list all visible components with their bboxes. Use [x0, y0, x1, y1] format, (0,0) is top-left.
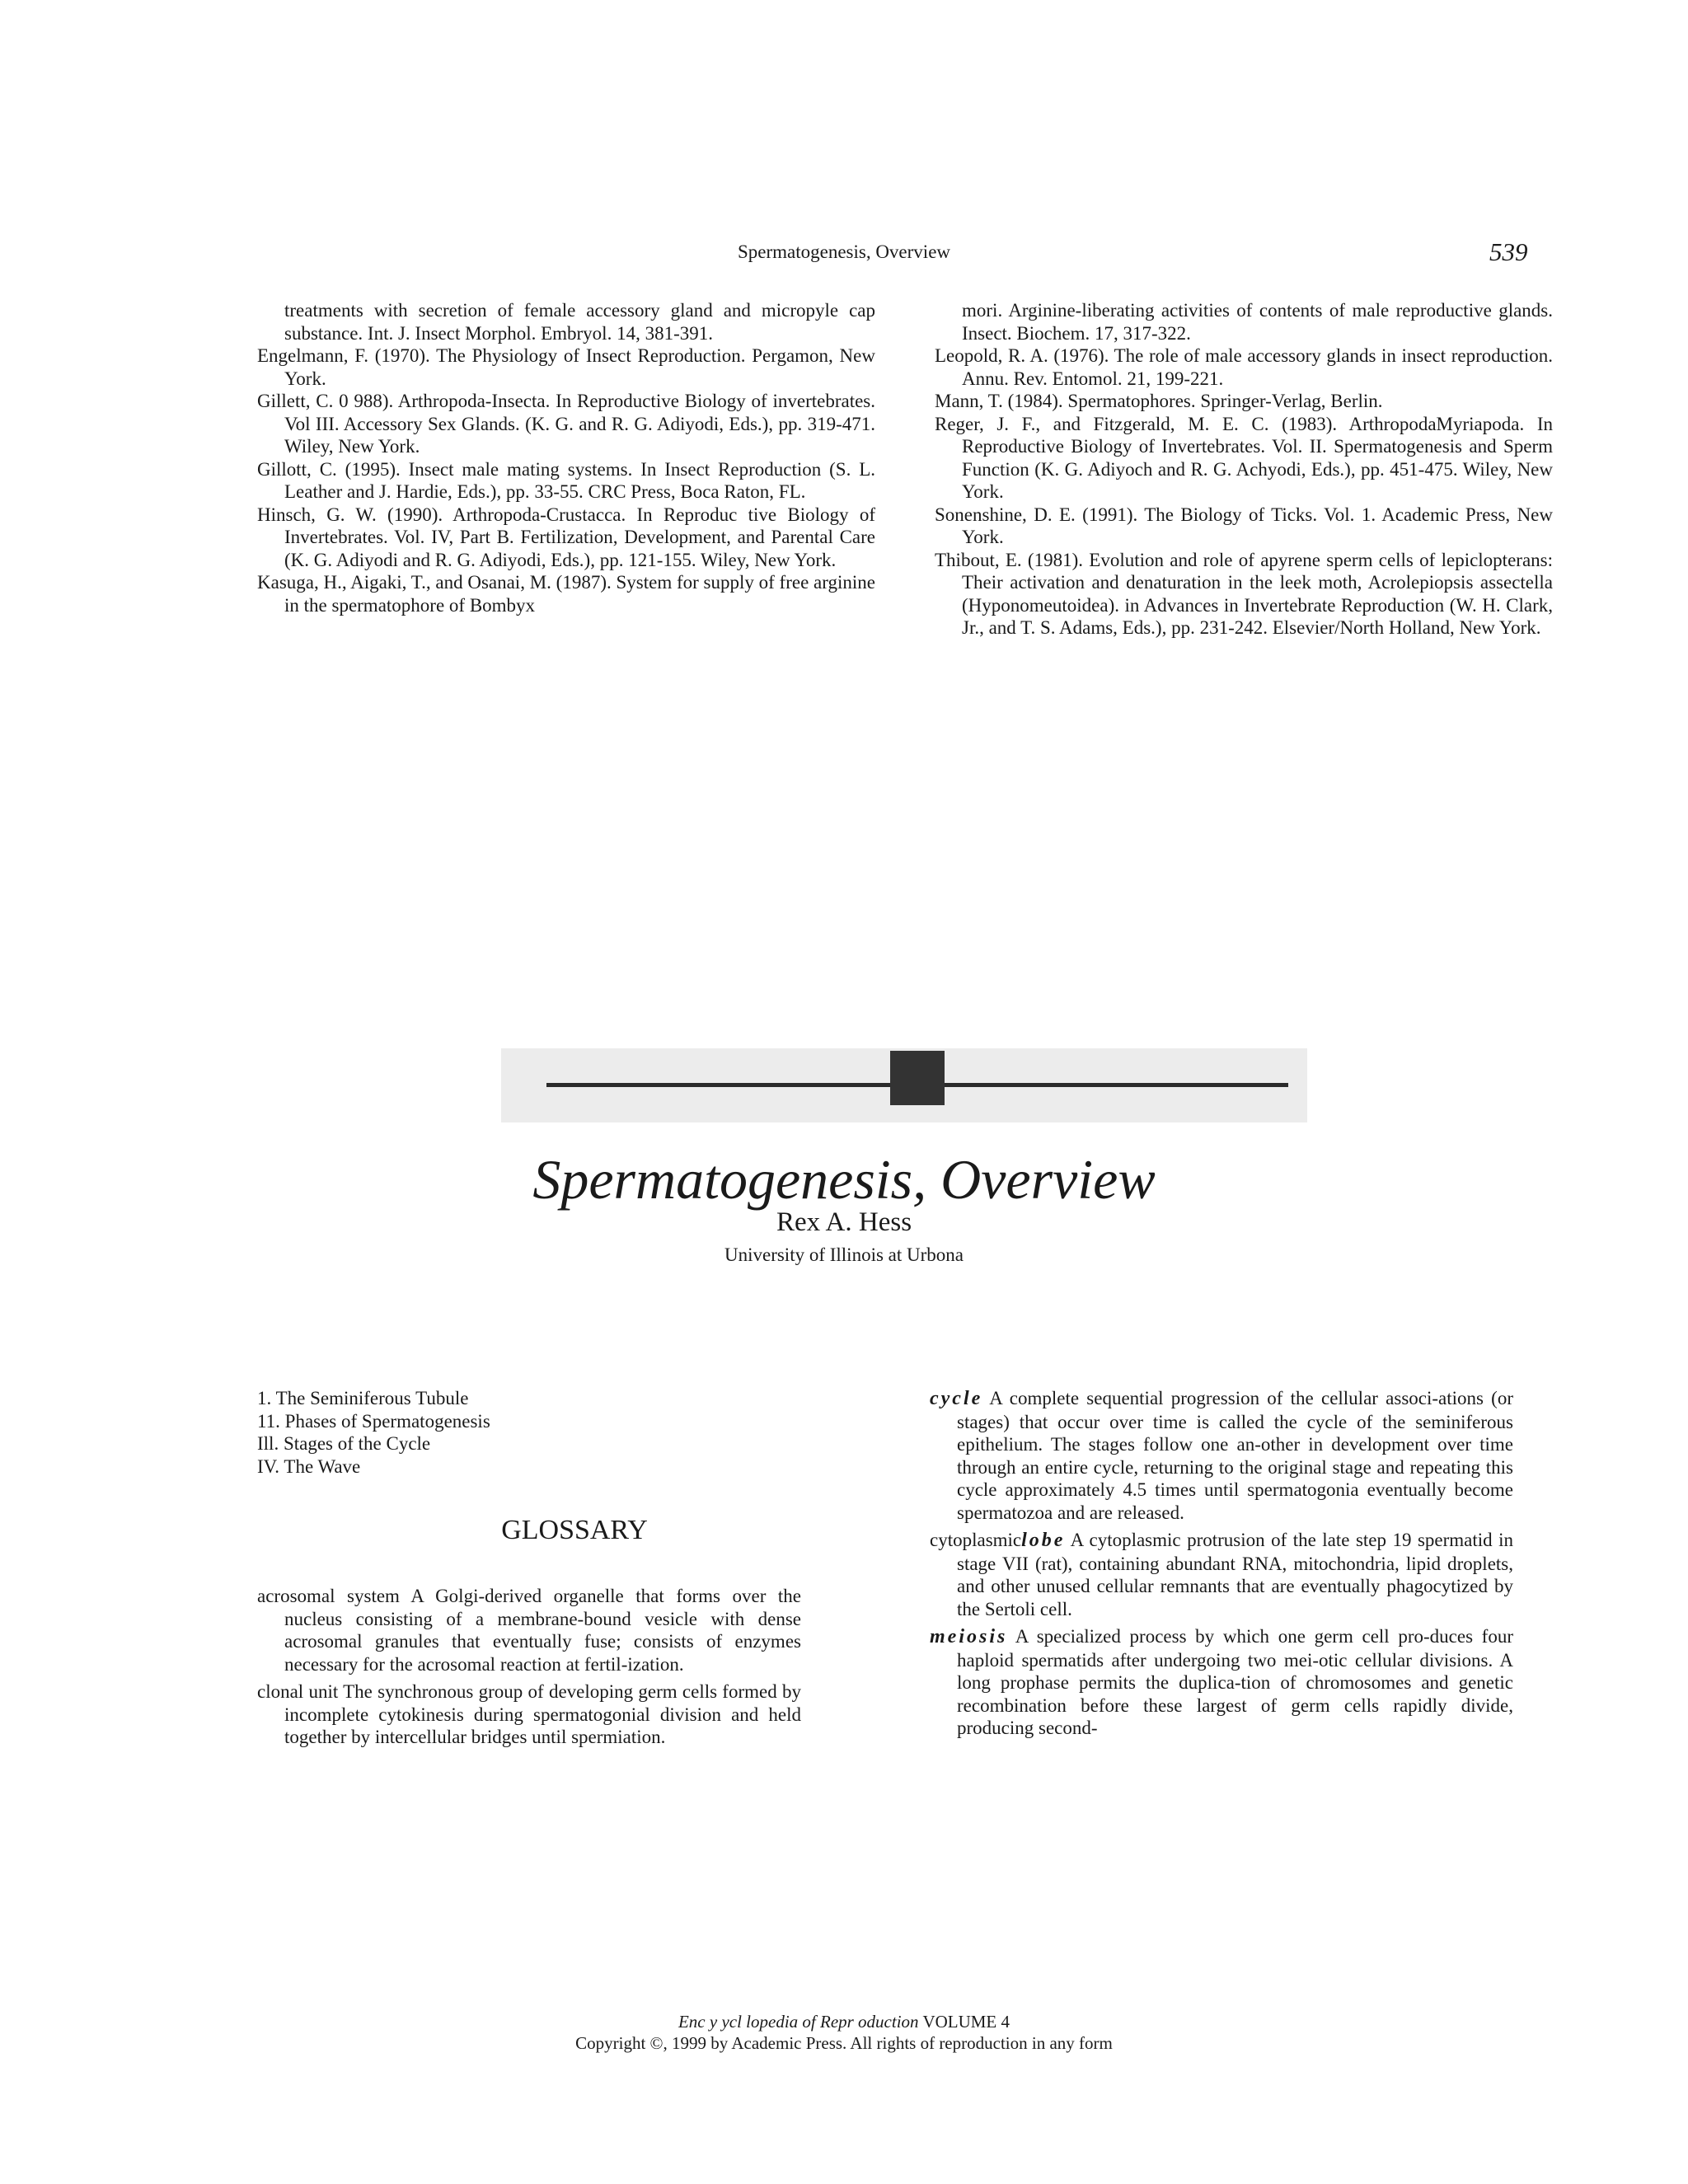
outline-item: 1. The Seminiferous Tubule	[257, 1388, 469, 1408]
reference-entry: Sonenshine, D. E. (1991). The Biology of Ticks. Vol. 1. Academic Press, New York.	[935, 504, 1553, 547]
reference-entry: Gillett, C. 0 988). Arthropoda-Insecta. In Reproductive Biology of invertebrates. Vol III. Accessory Sex Glands. (K. G. and R. G. Adiyodi, Eds.), pp. 319-471. Wiley, New York.	[257, 391, 875, 457]
glossary-left-column	[257, 1585, 801, 1754]
glossary-right-column	[930, 1387, 1513, 1745]
glossary-entry	[930, 1625, 1513, 1740]
page-number: 539	[1489, 237, 1528, 266]
reference-entry: Mann, T. (1984). Spermatophores. Springer-Verlag, Berlin.	[935, 391, 1383, 411]
glossary-definition: The synchronous group of developing germ cells formed by incomplete cytokinesis during spermatogonial division and held together by intercellular bridges until spermiation.	[284, 1681, 801, 1747]
footer-volume: VOLUME 4	[922, 2012, 1010, 2032]
footer-encyclopedia	[0, 2012, 1688, 2032]
glossary-definition: A cytoplasmic protrusion of the late step 19 spermatid in stage VII (rat), containing abundant RNA, mitochondria, lipid droplets, and other unused cellular remnants that are eventually phagocytized by the Sertoli cell.	[957, 1530, 1513, 1619]
outline-item: IV. The Wave	[257, 1455, 361, 1477]
reference-entry: mori. Arginine-liberating activities of contents of male reproductive glands. Insect. Biochem. 17, 317-322.	[962, 300, 1553, 344]
glossary-entry	[930, 1529, 1513, 1620]
outline-item: Ill. Stages of the Cycle	[257, 1433, 431, 1454]
reference-entry: Hinsch, G. W. (1990). Arthropoda-Crustacca. In Reproduc tive Biology of Invertebrates. Vol. IV, Part B. Fertilization, Development, and Parental Care (K. G. Adiyodi and R. G. Adiyodi, Eds.), pp. 121-155. Wiley, New York.	[257, 504, 875, 570]
article-outline	[257, 1387, 490, 1478]
article-affiliation: University of Illinois at Urbona	[724, 1244, 964, 1265]
article-banner	[501, 1048, 1307, 1122]
article-title: Spermatogenesis, Overview	[532, 1148, 1156, 1211]
glossary-term: cycle	[930, 1388, 983, 1409]
references-left-column	[257, 299, 875, 616]
reference-entry: Leopold, R. A. (1976). The role of male accessory glands in insect reproduction. Annu. Rev. Entomol. 21, 199-221.	[935, 345, 1553, 389]
glossary-term-prefix: cytoplasmic	[930, 1530, 1022, 1550]
reference-entry: Engelmann, F. (1970). The Physiology of Insect Reproduction. Pergamon, New York.	[257, 345, 875, 389]
glossary-term: meiosis	[930, 1626, 1008, 1647]
references-right-column	[935, 299, 1553, 640]
banner-square	[890, 1051, 945, 1105]
glossary-heading: GLOSSARY	[501, 1515, 648, 1545]
footer-encyclopedia-title: Enc y ycl lopedia of Repr oduction	[678, 2012, 919, 2032]
reference-entry: Thibout, E. (1981). Evolution and role of apyrene sperm cells of lepiclopterans: Their activation and denaturation in the leek moth, Acrolepiopsis assectella (Hyponomeutoidea). in Advances in Invertebrate Reproduction (W. H. Clark, Jr., and T. S. Adams, Eds.), pp. 231-242. Elsevier/North Holland, New York.	[935, 549, 1553, 638]
glossary-term: acrosomal system	[257, 1586, 400, 1606]
running-header: Spermatogenesis, Overview	[737, 241, 951, 262]
glossary-entry	[257, 1585, 801, 1675]
reference-entry: treatments with secretion of female accessory gland and micropyle cap substance. Int. J. Insect Morphol. Embryol. 14, 381-391.	[284, 300, 875, 344]
glossary-term: lobe	[1021, 1530, 1066, 1551]
glossary-entry	[930, 1387, 1513, 1524]
reference-entry: Gillott, C. (1995). Insect male mating systems. In Insect Reproduction (S. L. Leather and J. Hardie, Eds.), pp. 33-55. CRC Press, Boca Raton, FL.	[257, 458, 875, 502]
glossary-definition: A specialized process by which one germ cell pro-duces four haploid spermatids after undergoing two mei-otic cellular divisions. A long prophase permits the duplica-tion of chromosomes and genetic recombination before these largest of germ cells rapidly divide, producing second-	[957, 1626, 1513, 1738]
glossary-definition: A complete sequential progression of the cellular associ-ations (or stages) that occur over time is called the cycle of the seminiferous epithelium. The stages follow one an-other in development over time through an entire cycle, returning to the original stage and repeating this cycle approximately 4.5 times until spermatogonia eventually become spermatozoa and are released.	[957, 1388, 1513, 1523]
glossary-entry	[257, 1680, 801, 1749]
glossary-term: clonal unit	[257, 1681, 339, 1702]
glossary-definition: A Golgi-derived organelle that forms over the nucleus consisting of a membrane-bound vesicle with dense acrosomal granules that eventually fuse; consists of enzymes necessary for the acrosomal reaction at fertil-ization.	[284, 1586, 801, 1675]
outline-item: 11. Phases of Spermatogenesis	[257, 1410, 490, 1432]
footer-copyright: Copyright ©, 1999 by Academic Press. All rights of reproduction in any form	[575, 2033, 1113, 2053]
reference-entry: Reger, J. F., and Fitzgerald, M. E. C. (1983). ArthropodaMyriapoda. In Reproductive Biology of Invertebrates. Vol. II. Spermatogenesis and Sperm Function (K. G. Adiyoch and R. G. Achyodi, Eds.), pp. 451-475. Wiley, New York.	[935, 413, 1553, 502]
article-author: Rex A. Hess	[776, 1207, 912, 1237]
reference-entry: Kasuga, H., Aigaki, T., and Osanai, M. (1987). System for supply of free arginine in the spermatophore of Bombyx	[257, 572, 875, 616]
